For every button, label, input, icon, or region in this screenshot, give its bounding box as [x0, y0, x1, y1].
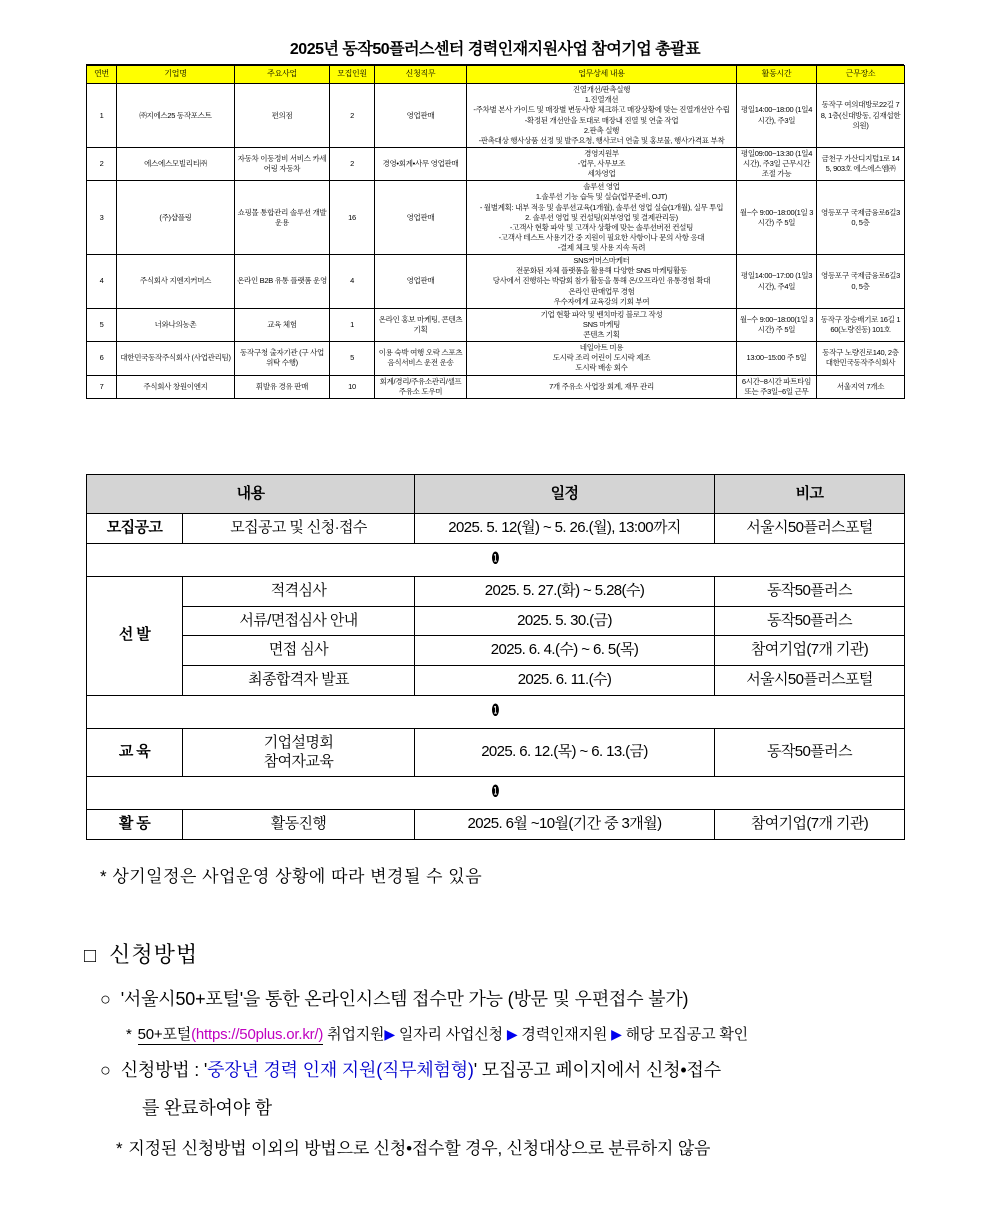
- portal-url-link[interactable]: (https://50plus.or.kr/): [191, 1026, 324, 1043]
- application-method-heading-text: 신청방법: [109, 942, 199, 967]
- company-no: 3: [87, 181, 117, 255]
- company-detail-line: 2.판촉 실행: [583, 125, 620, 135]
- company-time: 13:00~15:00 주 5일: [737, 342, 817, 375]
- schedule-item: [183, 728, 415, 777]
- company-job: 영업판매: [375, 84, 467, 148]
- schedule-note: 참여기업(7개 기관): [715, 636, 905, 666]
- company-no: 7: [87, 375, 117, 398]
- col-header-place: 근무장소: [817, 66, 905, 84]
- table-row: [87, 147, 905, 180]
- company-count: 5: [330, 342, 375, 375]
- apply-method-suffix: ' 모집공고 페이지에서 신청•접수: [473, 1060, 721, 1080]
- company-name: (주)샵플링: [117, 181, 235, 255]
- down-arrow-icon: [87, 695, 905, 728]
- company-no: 2: [87, 147, 117, 180]
- company-detail-line: 우수자에게 교육강의 기회 부여: [553, 296, 650, 306]
- path-step-3: 경력인재지원: [521, 1026, 608, 1043]
- company-business: 동작구청 출자기관 (구 사업 위탁 수행): [235, 342, 330, 375]
- company-place: 서울지역 7개소: [817, 375, 905, 398]
- company-detail: [467, 255, 737, 309]
- company-detail-line: - 월별계획: 내부 적응 및 솔루션교육(1개월), 솔루션 영업 실습(1개월), 실무 투입: [479, 202, 724, 212]
- circle-bullet-icon: ○: [100, 989, 111, 1009]
- portal-name: 50+포털: [137, 1026, 192, 1043]
- schedule-row: [87, 810, 905, 840]
- company-job: 경영•회계•사무 영업판매: [375, 147, 467, 180]
- company-count: 2: [330, 84, 375, 148]
- apply-last-note: [84, 1134, 964, 1159]
- company-time: 평일09:00~13:30 (1일4시간), 주3일 근무시간 조절 가능: [737, 147, 817, 180]
- schedule-category: 활 동: [87, 810, 183, 840]
- company-detail-line: 콘텐츠 기획: [583, 330, 620, 340]
- schedule-footnote: * 상기일정은 사업운영 상황에 따라 변경될 수 있음: [100, 867, 483, 886]
- company-detail-line: 전문화된 자체 플랫폼을 활용해 다양한 SNS 마케팅활동: [515, 266, 688, 276]
- schedule-category: 모집공고: [87, 514, 183, 544]
- schedule-note: 동작50플러스: [715, 576, 905, 606]
- company-time: 6시간~8시간 파트타임 또는 주3일~6일 근무: [737, 375, 817, 398]
- path-step-1: 취업지원: [327, 1026, 385, 1043]
- company-place: 동작구 노량진로140, 2층 대한민국동작주식회사: [817, 342, 905, 375]
- arrow-down-glyph: ❶: [491, 700, 500, 720]
- company-detail-line: -업무, 사무보조: [577, 159, 626, 169]
- company-no: 6: [87, 342, 117, 375]
- company-detail-line: -결제 체크 및 사용 지속 독려: [557, 243, 646, 253]
- schedule-arrow-row: [87, 543, 905, 576]
- company-name: 너와나의농촌: [117, 308, 235, 341]
- company-detail-line: -판촉대상 행사상품 선정 및 발주요청, 행사코너 연출 및 홍보물, 행사가격표 부착: [478, 135, 725, 145]
- company-detail-line: SNS커머스마케터: [573, 256, 630, 266]
- company-business: 교육 체험: [235, 308, 330, 341]
- schedule-note: 서울시50플러스포털: [715, 666, 905, 696]
- apply-method-highlight: 중장년 경력 인재 지원(직무체험형): [207, 1060, 474, 1080]
- company-detail-line: 1.솔루션 기능 습득 및 실습(업무준비, OJT): [535, 192, 668, 202]
- company-no: 1: [87, 84, 117, 148]
- schedule-date: 2025. 5. 12(월) ~ 5. 26.(월), 13:00까지: [415, 514, 715, 544]
- company-place: 동작구 장승배기로 16길 160(노량진동) 101호: [817, 308, 905, 341]
- company-detail-line: 도시락 조리 어린이 도시락 제조: [552, 353, 651, 363]
- schedule-item: 면접 심사: [183, 636, 415, 666]
- schedule-category: 교 육: [87, 728, 183, 777]
- company-business: 온라인 B2B 유통 플랫폼 운영: [235, 255, 330, 309]
- company-name: 주식회사 지엔지커머스: [117, 255, 235, 309]
- table-row: [87, 255, 905, 309]
- company-business: 자동차 이동정비 서비스 카세어링 자동차: [235, 147, 330, 180]
- company-count: 2: [330, 147, 375, 180]
- schedule-table: [86, 474, 905, 840]
- schedule-item: 모집공고 및 신청·접수: [183, 514, 415, 544]
- schedule-date: 2025. 6. 11.(수): [415, 666, 715, 696]
- company-count: 1: [330, 308, 375, 341]
- schedule-category: 선 발: [87, 576, 183, 695]
- company-detail-line: 온라인 판매업무 경험: [568, 286, 635, 296]
- company-business: 휘발유 경유 판매: [235, 375, 330, 398]
- company-name: 대한민국동작주식회사 (사업관리팀): [117, 342, 235, 375]
- schedule-item: 서류/면접심사 안내: [183, 606, 415, 636]
- application-method-section: [84, 938, 964, 1159]
- company-job: 온라인 홍보 마케팅, 콘텐츠 기획: [375, 308, 467, 341]
- down-arrow-icon: [87, 777, 905, 810]
- company-detail-line: 2. 솔루션 영업 및 컨설팅(외부영업 및 결제관리등): [525, 212, 678, 222]
- schedule-row: [87, 606, 905, 636]
- schedule-header-row: [87, 475, 905, 514]
- schedule-col-date: 일정: [415, 475, 715, 514]
- company-place: 동작구 여의대방로22길 78, 1층(신대방동, 김재섭한의원): [817, 84, 905, 148]
- col-header-job: 신청직무: [375, 66, 467, 84]
- circle-bullet-icon-2: ○: [100, 1060, 111, 1080]
- company-detail-line: -고객사 현황 파악 및 고객사 상황에 맞는 솔루션버전 컨설팅: [509, 222, 694, 232]
- company-detail: [467, 308, 737, 341]
- application-method-heading: [84, 938, 964, 969]
- schedule-arrow-row: [87, 777, 905, 810]
- schedule-item: 활동진행: [183, 810, 415, 840]
- schedule-row: [87, 636, 905, 666]
- schedule-item: 최종합격자 발표: [183, 666, 415, 696]
- company-count: 4: [330, 255, 375, 309]
- company-name: ㈜지에스25 동작포스트: [117, 84, 235, 148]
- apply-bullet-method: [84, 1056, 964, 1082]
- company-detail-line: SNS 마케팅: [582, 319, 621, 329]
- schedule-col-content: 내용: [87, 475, 415, 514]
- apply-bullet-online: [84, 985, 964, 1011]
- schedule-arrow-row: [87, 695, 905, 728]
- company-place: 영등포구 국제금융로6길30, 5층: [817, 181, 905, 255]
- down-arrow-icon: [87, 543, 905, 576]
- star-marker-2: *: [116, 1139, 123, 1158]
- schedule-date: 2025. 6. 4.(수) ~ 6. 5(목): [415, 636, 715, 666]
- company-detail: [467, 147, 737, 180]
- schedule-note: 동작50플러스: [715, 606, 905, 636]
- schedule-item-line1: 기업설명회: [263, 733, 334, 751]
- apply-method-prefix: 신청방법 : ': [120, 1060, 208, 1080]
- schedule-col-note: 비고: [715, 475, 905, 514]
- apply-last-note-text: 지정된 신청방법 이외의 방법으로 신청•접수할 경우, 신청대상으로 분류하지 않음: [128, 1139, 711, 1158]
- company-job: 이용 숙박 여행 오락 스포츠 음식서비스 운전 운송: [375, 342, 467, 375]
- schedule-row: [87, 576, 905, 606]
- company-no: 4: [87, 255, 117, 309]
- company-job: 영업판매: [375, 255, 467, 309]
- company-detail-line: 경영지원부: [584, 148, 619, 158]
- company-time: 평일14:00~18:00 (1일4시간), 주3일: [737, 84, 817, 148]
- company-count: 16: [330, 181, 375, 255]
- schedule-date: 2025. 5. 30.(금): [415, 606, 715, 636]
- schedule-item-line2: 참여자교육: [263, 752, 334, 770]
- schedule-item: 적격심사: [183, 576, 415, 606]
- company-table-body: [87, 84, 905, 399]
- col-header-business: 주요사업: [235, 66, 330, 84]
- table-row: [87, 342, 905, 375]
- col-header-count: 모집인원: [330, 66, 375, 84]
- col-header-detail: 업무상세 내용: [467, 66, 737, 84]
- arrow-down-glyph: ❶: [491, 782, 500, 802]
- arrow-down-glyph: ❶: [491, 548, 500, 568]
- company-detail-line: 솔루션 영업: [583, 182, 620, 192]
- square-bullet-icon: □: [84, 945, 98, 967]
- company-detail: [467, 375, 737, 398]
- company-count: 10: [330, 375, 375, 398]
- company-detail-line: -확정된 개선안을 토대로 매장내 진열 및 연출 작업: [524, 115, 679, 125]
- company-place: 금천구 가산디지털1로 145, 903호 에스에스엠㈜: [817, 147, 905, 180]
- page-title: 2025년 동작50플러스센터 경력인재지원사업 참여기업 총괄표: [86, 36, 904, 65]
- company-detail-line: 진열개선/판촉실행: [572, 85, 631, 95]
- arrow-right-icon-1: ▶: [384, 1026, 395, 1042]
- company-summary-table: [86, 65, 905, 399]
- schedule-note: 동작50플러스: [715, 728, 905, 777]
- company-name: 에스에스모빌리티㈜: [117, 147, 235, 180]
- table-row: [87, 308, 905, 341]
- apply-bullet-online-text: '서울시50+포털'을 통한 온라인시스템 접수만 가능 (방문 및 우편접수 불가): [120, 989, 689, 1009]
- company-no: 5: [87, 308, 117, 341]
- table-row: [87, 84, 905, 148]
- col-header-name: 기업명: [117, 66, 235, 84]
- company-place: 영등포구 국제금융로6길30, 5층: [817, 255, 905, 309]
- company-time: 월~수 9:00~18:00(1일 3시간) 주 5일: [737, 181, 817, 255]
- company-detail: [467, 84, 737, 148]
- schedule-note: 서울시50플러스포털: [715, 514, 905, 544]
- arrow-right-icon-2: ▶: [506, 1026, 518, 1042]
- company-detail-line: 당사에서 진행하는 박람회 참가 활동을 통해 온/오프라인 유통경험 확대: [492, 276, 711, 286]
- apply-method-continuation: 를 완료하여야 함: [142, 1098, 272, 1118]
- schedule-table-body: [87, 514, 905, 840]
- col-header-time: 활동시간: [737, 66, 817, 84]
- schedule-date: 2025. 6월 ~10월(기간 중 3개월): [415, 810, 715, 840]
- company-detail-line: 기업 현황 파악 및 벤치마킹 블로그 작성: [540, 309, 663, 319]
- company-summary-section: [86, 36, 904, 399]
- company-job: 영업판매: [375, 181, 467, 255]
- company-detail-line: 7개 주유소 사업장 회계, 재무 관리: [549, 381, 654, 391]
- schedule-row: [87, 666, 905, 696]
- path-step-2: 일자리 사업신청: [398, 1026, 503, 1043]
- schedule-note: 참여기업(7개 기관): [715, 810, 905, 840]
- company-detail-line: 세차영업: [587, 169, 616, 179]
- schedule-row: [87, 514, 905, 544]
- company-detail-line: -고객사 테스트 사용기간 중 지원이 필요한 사항이나 문의 사항 응대: [498, 232, 705, 242]
- company-detail-line: 1.진열개선: [584, 95, 619, 105]
- apply-portal-path: [84, 1023, 964, 1044]
- company-time: 월~수 9:00~18:00(1일 3시간) 주 5일: [737, 308, 817, 341]
- star-marker: *: [126, 1026, 132, 1043]
- company-detail: [467, 342, 737, 375]
- table-row: [87, 375, 905, 398]
- company-table-header-row: [87, 66, 905, 84]
- company-job: 회계/경리/주유소관리/셀프주유소 도우미: [375, 375, 467, 398]
- company-name: 주식회사 창원이엔지: [117, 375, 235, 398]
- arrow-right-icon-3: ▶: [611, 1026, 622, 1042]
- company-detail: [467, 181, 737, 255]
- schedule-section: [86, 474, 904, 840]
- company-detail-line: -주차별 본사 가이드 및 매장별 변동사항 체크하고 매장상황에 맞는 진열개선안 수립: [473, 105, 730, 115]
- col-header-no: 연번: [87, 66, 117, 84]
- company-time: 평일14:00~17:00 (1일3시간), 주4일: [737, 255, 817, 309]
- company-business: 쇼핑몰 통합관리 솔루션 개발 운용: [235, 181, 330, 255]
- company-detail-line: 도시락 배송 회수: [575, 363, 628, 373]
- company-business: 편의점: [235, 84, 330, 148]
- schedule-row: [87, 728, 905, 777]
- schedule-date: 2025. 5. 27.(화) ~ 5.28(수): [415, 576, 715, 606]
- table-row: [87, 181, 905, 255]
- schedule-date: 2025. 6. 12.(목) ~ 6. 13.(금): [415, 728, 715, 777]
- company-detail-line: 네일아트 미용: [579, 343, 624, 353]
- path-step-4: 해당 모집공고 확인: [625, 1026, 748, 1043]
